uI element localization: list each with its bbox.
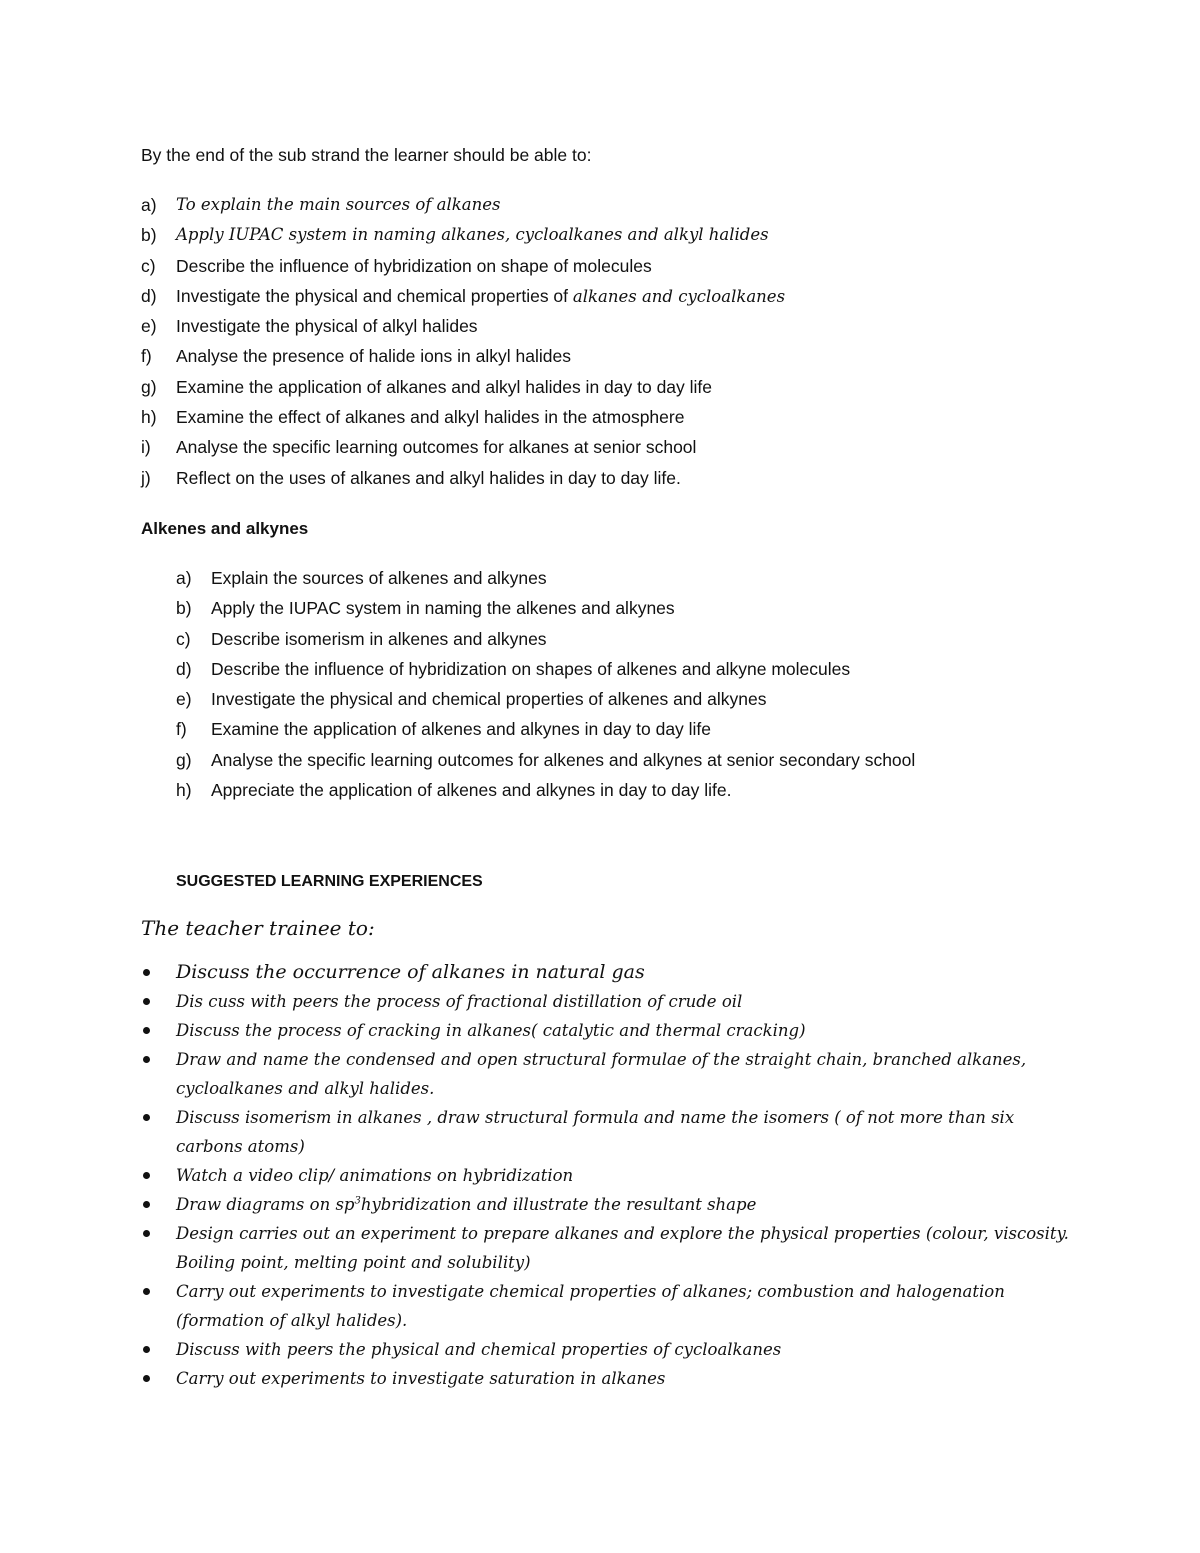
item-text: To explain the main sources of alkanes xyxy=(176,195,501,214)
bullet-item xyxy=(141,957,1071,987)
superscript: 3 xyxy=(354,1195,361,1207)
item-label: d) xyxy=(176,658,192,679)
item-label: j) xyxy=(141,467,151,488)
list-item xyxy=(176,687,1076,717)
bullet-text: Discuss the occurrence of alkanes in natural gas xyxy=(176,961,645,983)
item-text: Apply IUPAC system in naming alkanes, cycloalkanes and alkyl halides xyxy=(176,225,769,245)
bullet-text-part: hybridization and illustrate the resultant shape xyxy=(360,1195,757,1214)
bullet-icon xyxy=(143,1172,150,1179)
bullet-text: Discuss with peers the physical and chemical properties of cycloalkanes xyxy=(176,1340,782,1359)
list-item xyxy=(141,405,1091,435)
item-text: Analyse the specific learning outcomes for alkanes at senior school xyxy=(176,437,697,458)
bullet-icon xyxy=(143,1114,150,1121)
list-item xyxy=(141,435,1091,465)
item-text-plain: Investigate the physical and chemical properties of xyxy=(176,285,573,306)
bullet-icon xyxy=(143,1230,150,1237)
item-text: Explain the sources of alkenes and alkynes xyxy=(211,568,547,588)
list-item xyxy=(176,717,1076,747)
bullet-icon xyxy=(143,1201,150,1208)
bullet-item xyxy=(141,1219,1071,1277)
item-label: c) xyxy=(176,628,191,649)
item-text: Analyse the presence of halide ions in alkyl halides xyxy=(176,346,571,367)
list-item xyxy=(141,193,1091,223)
item-text: Describe isomerism in alkenes and alkynes xyxy=(211,628,547,649)
item-label: a) xyxy=(176,568,192,588)
bullet-icon xyxy=(143,969,150,976)
item-label: b) xyxy=(141,225,157,246)
bullet-text: Discuss isomerism in alkanes , draw structural formula and name the isomers ( of not more than six carbons atoms) xyxy=(176,1108,1015,1156)
item-label: g) xyxy=(141,376,157,397)
list-item xyxy=(141,254,1091,284)
list-item xyxy=(176,627,1076,657)
item-text: Appreciate the application of alkenes and alkynes in day to day life. xyxy=(211,780,732,801)
bullet-text: Carry out experiments to investigate saturation in alkanes xyxy=(176,1369,666,1388)
item-label: h) xyxy=(141,407,157,428)
alkenes-outcomes-list xyxy=(176,566,1076,808)
bullet-item xyxy=(141,1335,1071,1364)
bullet-icon xyxy=(143,1027,150,1034)
bullet-item xyxy=(141,1016,1071,1045)
item-label: h) xyxy=(176,780,192,801)
list-item xyxy=(141,344,1091,374)
item-text: Investigate the physical of alkyl halides xyxy=(176,316,478,337)
item-text: Reflect on the uses of alkanes and alkyl halides in day to day life. xyxy=(176,467,681,488)
intro-text: By the end of the sub strand the learner should be able to: xyxy=(141,145,592,165)
item-text: Apply the IUPAC system in naming the alkenes and alkynes xyxy=(211,598,675,619)
bullet-item xyxy=(141,1364,1071,1393)
bullet-item xyxy=(141,1161,1071,1190)
bullet-item xyxy=(141,1103,1071,1161)
item-text: Investigate the physical and chemical properties of alkenes and alkynes xyxy=(211,689,767,710)
bullet-text: Watch a video clip/ animations on hybridization xyxy=(176,1166,574,1185)
item-label: e) xyxy=(141,316,157,337)
alkenes-heading: Alkenes and alkynes xyxy=(141,519,309,538)
item-text: Examine the application of alkenes and alkynes in day to day life xyxy=(211,719,712,740)
item-label: f) xyxy=(176,719,187,740)
list-item xyxy=(141,314,1091,344)
bullet-item xyxy=(141,1190,1071,1219)
list-item xyxy=(176,748,1076,778)
list-item xyxy=(141,375,1091,405)
item-text: Analyse the specific learning outcomes for alkenes and alkynes at senior secondary school xyxy=(211,749,916,770)
item-label: a) xyxy=(141,195,157,215)
bullet-text: Draw and name the condensed and open structural formulae of the straight chain, branched alkanes, cycloalkanes and alkyl halides. xyxy=(176,1050,1027,1098)
item-label: b) xyxy=(176,598,192,619)
list-item xyxy=(176,778,1076,808)
list-item xyxy=(141,223,1091,253)
item-label: d) xyxy=(141,285,157,306)
item-text: Describe the influence of hybridization on shape of molecules xyxy=(176,255,652,276)
bullet-item xyxy=(141,1277,1071,1335)
bullet-icon xyxy=(143,998,150,1005)
bullet-icon xyxy=(143,1375,150,1382)
bullet-text: Design carries out an experiment to prepare alkanes and explore the physical properties (colour, viscosity. Boiling point, melting point and solubility) xyxy=(176,1224,1069,1272)
list-item xyxy=(176,566,1076,596)
suggested-experiences-heading: SUGGESTED LEARNING EXPERIENCES xyxy=(176,873,483,890)
bullet-item xyxy=(141,987,1071,1016)
bullet-text: Discuss the process of cracking in alkanes( catalytic and thermal cracking) xyxy=(176,1021,806,1040)
item-label: g) xyxy=(176,749,192,770)
learning-experiences-list xyxy=(141,957,1071,1393)
item-text: Examine the effect of alkanes and alkyl halides in the atmosphere xyxy=(176,407,685,428)
item-text xyxy=(176,284,785,309)
bullet-text: Dis cuss with peers the process of fractional distillation of crude oil xyxy=(176,992,743,1011)
item-label: i) xyxy=(141,437,151,458)
item-label: e) xyxy=(176,689,192,710)
item-text: Examine the application of alkanes and alkyl halides in day to day life xyxy=(176,376,713,397)
trainee-heading: The teacher trainee to: xyxy=(141,916,375,940)
list-item xyxy=(141,284,1091,314)
item-label: f) xyxy=(141,346,152,367)
bullet-text: Carry out experiments to investigate chemical properties of alkanes; combustion and halogenation (formation of alkyl halides). xyxy=(176,1282,1005,1330)
bullet-text xyxy=(176,1195,756,1214)
item-label: c) xyxy=(141,255,156,276)
list-item xyxy=(176,596,1076,626)
list-item xyxy=(141,466,1091,496)
bullet-item xyxy=(141,1045,1071,1103)
bullet-icon xyxy=(143,1288,150,1295)
list-item xyxy=(176,657,1076,687)
item-text: Describe the influence of hybridization on shapes of alkenes and alkyne molecules xyxy=(211,658,851,679)
bullet-icon xyxy=(143,1346,150,1353)
item-text-italic: alkanes and cycloalkanes xyxy=(572,286,786,306)
bullet-text-part: Draw diagrams on sp xyxy=(176,1195,355,1214)
bullet-icon xyxy=(143,1056,150,1063)
alkanes-outcomes-list xyxy=(141,193,1091,496)
